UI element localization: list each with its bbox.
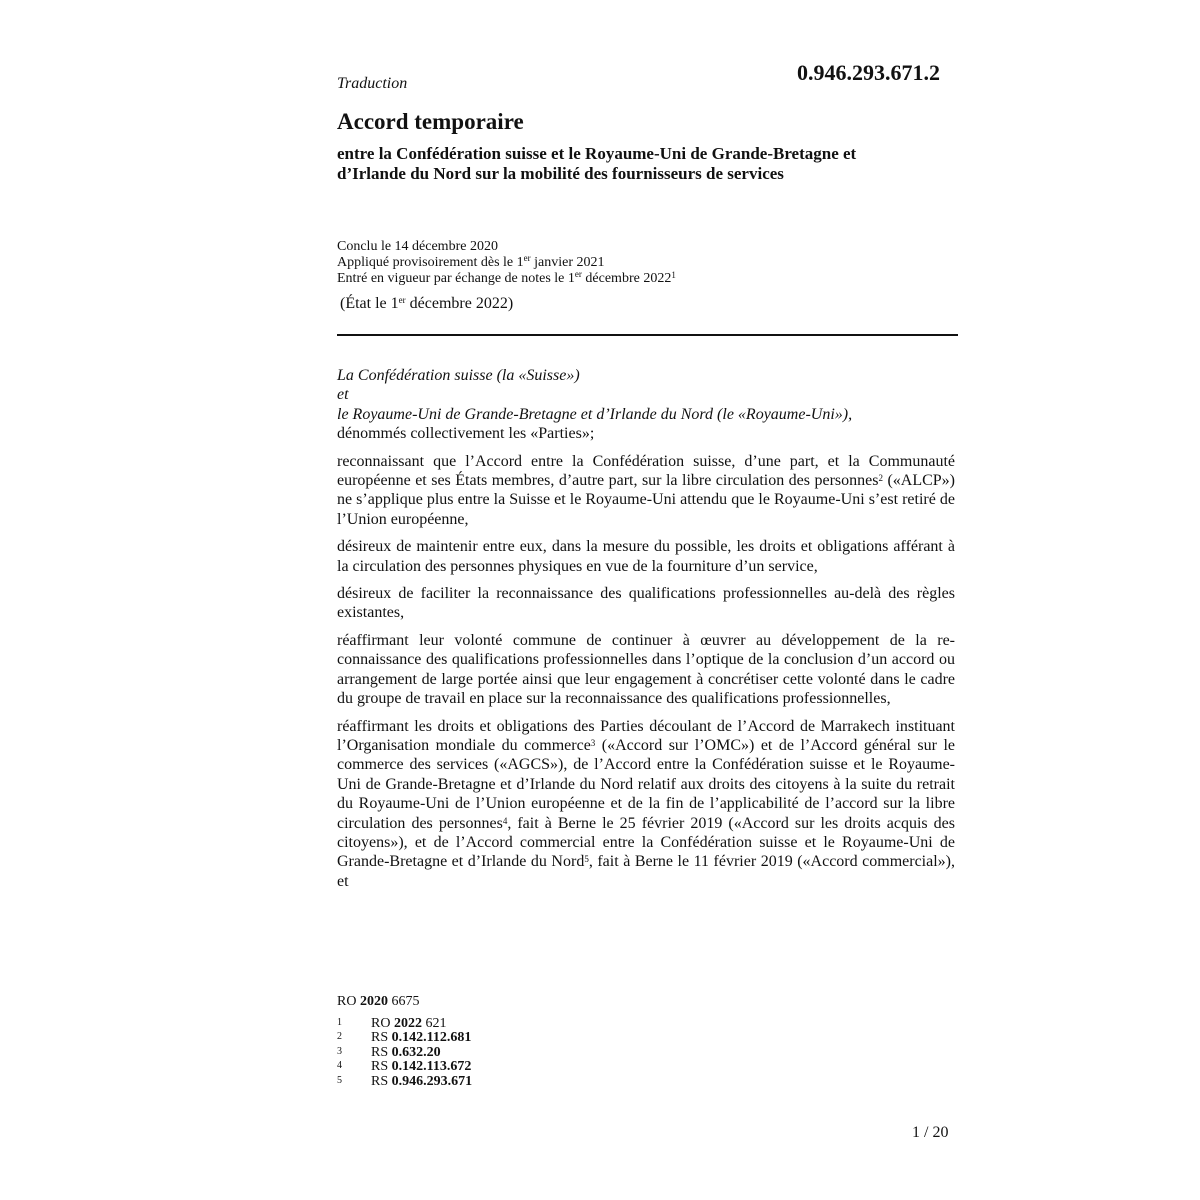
party-suisse: La Confédération suisse (la «Suisse») bbox=[337, 367, 580, 384]
date-entree-text: Entré en vigueur par échange de notes le 1 bbox=[337, 271, 575, 286]
footnote-prefix: RS bbox=[371, 1044, 392, 1060]
footnote-ref-1[interactable]: 1 bbox=[671, 270, 676, 280]
p1-text-a: reconnaissant que l’Accord entre la Confédération suisse, d’une part, et la Communauté européenne et ses États membres, d’autre part, sur la libre circulation des personnes bbox=[337, 452, 955, 490]
p5-text-a: réaffirmant les droits et obligations des Parties découlant de l’Accord de Marrakech instituant l’Organisation mondiale du commerce bbox=[337, 717, 955, 754]
parties-collectively: dénommés collectivement les «Parties»; bbox=[337, 425, 595, 443]
footnote-item bbox=[337, 1075, 737, 1090]
p5-text-d: , fait à Berne le 11 février 2019 («Accord commercial»), et bbox=[337, 853, 956, 890]
footnote-rest: 621 bbox=[421, 1015, 447, 1031]
footnote-prefix: RS bbox=[371, 1059, 392, 1075]
p1-text-b: («ALCP») ne s’applique plus entre la Suisse et le Royaume-Uni attendu que le Royaume-Uni s’est retiré de l’Union européenne, bbox=[337, 472, 955, 528]
footnote-text bbox=[371, 1075, 472, 1090]
footnote-item bbox=[337, 1046, 737, 1061]
footnotes bbox=[337, 995, 737, 1090]
footnote-ref-2[interactable]: 2 bbox=[878, 473, 883, 484]
preamble-paragraph-2: désireux de maintenir entre eux, dans la mesure du possible, les droits et obligations afférant à la circulation des personnes physiques en vue de la fourniture d’un service, bbox=[337, 538, 955, 575]
dates-block bbox=[337, 239, 676, 287]
ro-page: 6675 bbox=[387, 994, 420, 1009]
document-title: Accord temporaire bbox=[337, 109, 524, 134]
preamble-paragraph-1 bbox=[337, 452, 955, 530]
footnote-ref-bold[interactable]: 0.142.112.681 bbox=[391, 1030, 472, 1046]
etat-date bbox=[340, 295, 513, 313]
party-et: et bbox=[337, 386, 349, 404]
etat-text-end: décembre 2022) bbox=[405, 295, 514, 312]
footnote-ref-bold[interactable]: 0.632.20 bbox=[391, 1044, 441, 1060]
footnote-text bbox=[371, 1060, 471, 1075]
footnote-item bbox=[337, 1017, 737, 1032]
footnote-item bbox=[337, 1031, 737, 1046]
footnote-ref-bold[interactable]: 0.142.113.672 bbox=[391, 1059, 472, 1075]
footnote-ref-bold[interactable]: 0.946.293.671 bbox=[391, 1073, 473, 1089]
party-royaume-uni: le Royaume-Uni de Grande-Bretagne et d’Irlande du Nord (le «Royaume-Uni»), bbox=[337, 405, 853, 423]
footnote-item bbox=[337, 1060, 737, 1075]
date-applique-text: Appliqué provisoirement dès le 1 bbox=[337, 255, 524, 270]
footnote-ref-bold[interactable]: 2022 bbox=[393, 1015, 422, 1031]
ro-prefix: RO bbox=[337, 994, 360, 1009]
date-entree-sup: er bbox=[574, 269, 582, 279]
preamble bbox=[337, 366, 955, 899]
header-divider bbox=[337, 334, 958, 336]
document-subtitle: entre la Confédération suisse et le Royaume-Uni de Grande-Bretagne et d’Irlande du Nord sur la mobilité des fournisseurs de services bbox=[337, 144, 857, 183]
preamble-paragraph-4: réaffirmant leur volonté commune de continuer à œuvrer au développement de la reconnaissance des qualifications professionnelles dans l’optique de la conclusion d’un accord ou arrangement de large portée ainsi que leur engagement à concrétiser cette volonté dans le cadre du groupe de travail en place sur la reconnaissance des qualifications professionnelles, bbox=[337, 631, 955, 708]
footnote-number: 1 bbox=[337, 1016, 342, 1028]
etat-sup: er bbox=[398, 295, 406, 305]
date-entree-text-end: décembre 2022 bbox=[581, 271, 672, 286]
traduction-label: Traduction bbox=[337, 75, 408, 92]
etat-text: (État le 1 bbox=[340, 295, 399, 312]
footnote-ref-5[interactable]: 5 bbox=[584, 854, 589, 865]
footnote-ref-4[interactable]: 4 bbox=[502, 815, 508, 826]
p5-text-b: («Accord sur l’OMC») et de l’Accord général sur le commerce des services («AGCS»), de l’Accord entre la Confédération suisse et le Royaume-Uni de Grande-Bretagne et d’Irlande du Nord relatif aux droits des citoyens à la suite du retrait du Royaume-Uni de l’Union européenne et de la fin de l’applicabilité de l’accord sur la libre circulation des personnes bbox=[337, 736, 955, 832]
sr-number: 0.946.293.671.2 bbox=[797, 60, 940, 85]
date-applique bbox=[337, 255, 676, 271]
footnote-prefix: RS bbox=[371, 1073, 392, 1089]
ro-year: 2020 bbox=[359, 994, 388, 1009]
date-conclu: Conclu le 14 décembre 2020 bbox=[337, 239, 498, 254]
date-applique-sup: er bbox=[523, 253, 531, 263]
date-entree bbox=[337, 271, 676, 287]
footnote-prefix: RO bbox=[371, 1015, 394, 1031]
page-number: 1 / 20 bbox=[912, 1124, 949, 1141]
footnote-number: 2 bbox=[337, 1031, 342, 1043]
footnote-ref-3[interactable]: 3 bbox=[590, 737, 596, 748]
preamble-paragraph-3: désireux de faciliter la reconnaissance des qualifications professionnelles au-delà des règles existantes, bbox=[337, 585, 955, 622]
p5-text-c: , fait à Berne le 25 février 2019 («Accord sur les droits acquis des citoyens»), et de l’Accord commercial entre la Confédération suisse et le Royaume-Uni de Grande-Bretagne et d’Irlande du Nord bbox=[337, 814, 955, 871]
footnote-prefix: RS bbox=[371, 1030, 392, 1046]
parties-block bbox=[337, 366, 955, 444]
footnote-text bbox=[371, 1031, 471, 1046]
footnote-text bbox=[371, 1017, 446, 1032]
ro-reference bbox=[337, 995, 737, 1010]
preamble-paragraph-5 bbox=[337, 717, 955, 892]
footnote-number: 5 bbox=[337, 1074, 342, 1086]
footnote-number: 3 bbox=[337, 1045, 342, 1057]
footnote-text bbox=[371, 1046, 441, 1061]
footnote-number: 4 bbox=[337, 1060, 342, 1072]
date-applique-text-end: janvier 2021 bbox=[530, 255, 605, 270]
